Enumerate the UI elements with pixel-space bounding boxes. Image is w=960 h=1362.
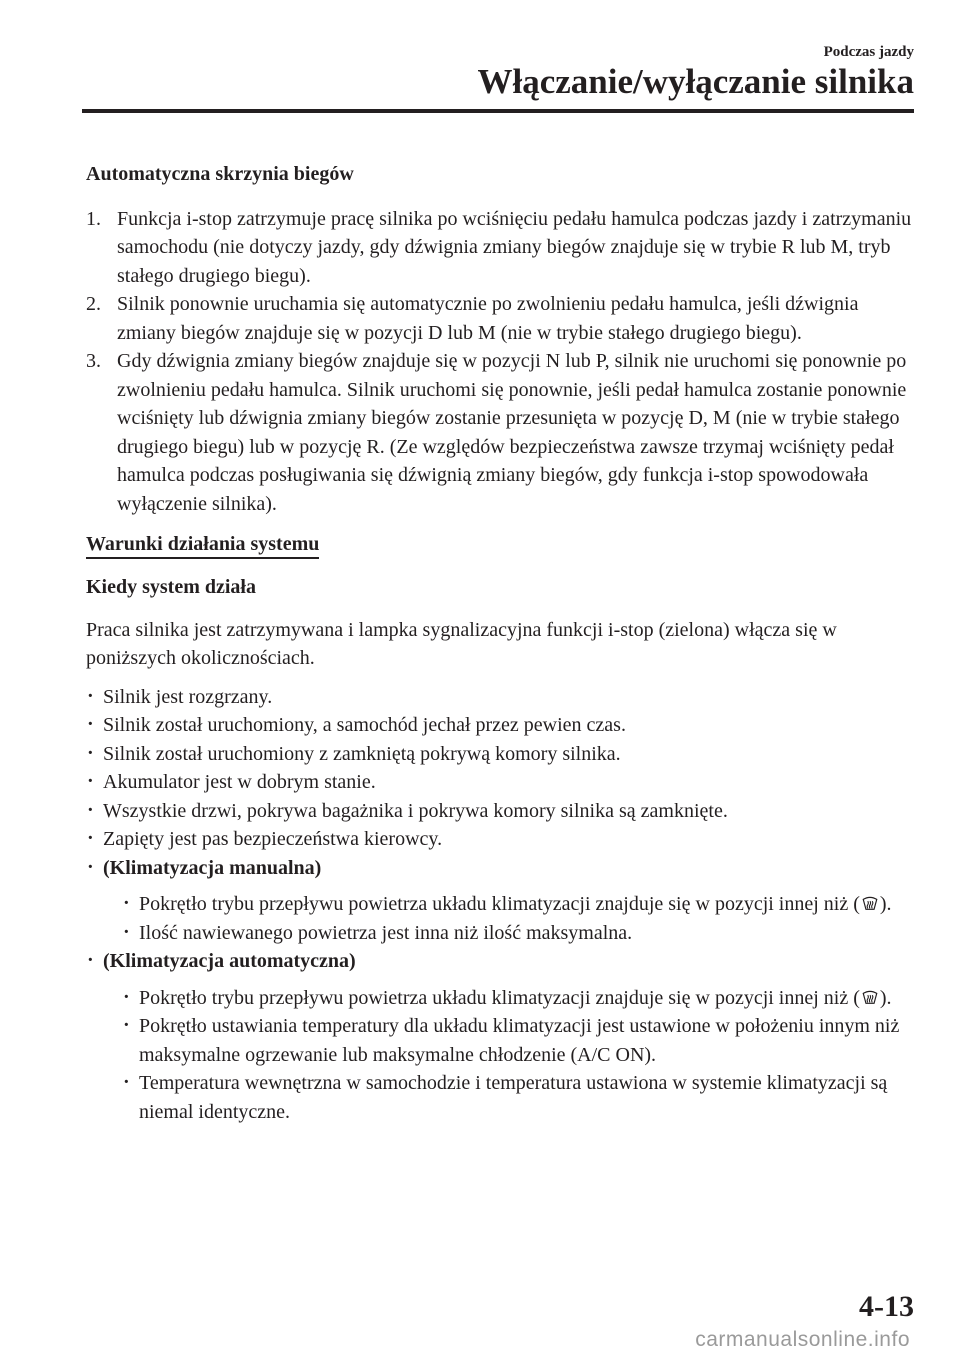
automatic-transmission-heading: Automatyczna skrzynia biegów <box>86 163 354 185</box>
automatic-ac-list <box>103 984 921 1127</box>
step-text: Funkcja i-stop zatrzymuje pracę silnika po wciśnięciu pedału hamulca podczas jazdy i zatrzymaniu samochodu (nie dotyczy jazdy, gdy dźwignia zmiany biegów znajduje się w trybie R lub M, tryb stałego drugiego biegu). <box>117 207 912 287</box>
page-title: Włączanie/wyłączanie silnika <box>477 62 914 101</box>
windshield-defroster-icon <box>861 988 879 1006</box>
list-item: · Pokrętło ustawiania temperatury dla układu klimatyzacji jest ustawione w położeniu innym niż maksymalne ogrzewanie lub maksymalne chłodzenie (A/C ON). <box>122 1012 921 1069</box>
list-item <box>122 890 921 919</box>
section-label: Podczas jazdy <box>823 44 914 60</box>
conditions-intro: Praca silnika jest zatrzymywana i lampka sygnalizacyjna funkcji i-stop (zielona) włącza się w poniższych okolicznościach. <box>86 618 837 669</box>
when-system-works-heading: Kiedy system działa <box>86 576 256 598</box>
step-item <box>86 290 921 347</box>
watermark: carmanualsonline.info <box>695 1328 910 1351</box>
steps-list <box>86 205 921 519</box>
list-item: · Silnik jest rozgrzany. <box>86 683 921 712</box>
conditions-heading: Warunki działania systemu <box>86 532 319 559</box>
automatic-ac-label: (Klimatyzacja automatyczna) <box>103 950 356 972</box>
page-number: 4-13 <box>859 1290 914 1323</box>
automatic-ac-text: Pokrętło trybu przepływu powietrza układu klimatyzacji znajduje się w pozycji innej niż ( <box>139 986 860 1009</box>
windshield-defroster-icon <box>861 894 879 912</box>
automatic-ac-text-end: ). <box>879 986 892 1009</box>
conditions-list <box>86 683 921 1127</box>
step-number: 2. <box>86 293 101 315</box>
list-item: · Akumulator jest w dobrym stanie. <box>86 768 921 797</box>
list-item: · Zapięty jest pas bezpieczeństwa kierowcy. <box>86 825 921 854</box>
manual-ac-text-end: ). <box>879 893 892 915</box>
manual-ac-label: (Klimatyzacja manualna) <box>103 856 322 879</box>
step-text: Gdy dźwignia zmiany biegów znajduje się w pozycji N lub P, silnik nie uruchomi się ponownie po zwolnieniu pedału hamulca. Silnik uruchomi się ponownie, jeśli pedał hamulca zostanie ponownie wciśnięty lub dźwignia zmiany biegów zostanie przesunięta w pozycję D, M (nie w trybie stałego drugiego biegu) lub w pozycję R. (Ze względów bezpieczeństwa zawsze trzymaj wciśnięty pedał hamulca podczas posługiwania się dźwignią zmiany biegów, gdy funkcja i-stop spowodowała wyłączenie silnika). <box>117 350 907 515</box>
manual-ac-list <box>103 890 921 947</box>
step-number: 1. <box>86 207 101 230</box>
step-text: Silnik ponownie uruchamia się automatycznie po zwolnieniu pedału hamulca, jeśli dźwignia zmiany biegów znajduje się w pozycji D lub M (nie w trybie stałego drugiego biegu). <box>117 293 859 344</box>
manual-ac-text: Pokrętło trybu przepływu powietrza układu klimatyzacji znajduje się w pozycji innej niż ( <box>139 893 860 915</box>
header-rule <box>82 109 914 113</box>
list-item: · Ilość nawiewanego powietrza jest inna niż ilość maksymalna. <box>122 919 921 948</box>
list-item: · Temperatura wewnętrzna w samochodzie i temperatura ustawiona w systemie klimatyzacji są niemal identyczne. <box>122 1069 921 1126</box>
step-item <box>86 205 921 291</box>
main-content <box>86 160 921 1126</box>
step-item <box>86 347 921 518</box>
step-number: 3. <box>86 350 101 372</box>
list-item: · Silnik został uruchomiony, a samochód jechał przez pewien czas. <box>86 711 921 740</box>
list-item: · Silnik został uruchomiony z zamkniętą pokrywą komory silnika. <box>86 740 921 769</box>
list-item <box>122 984 921 1013</box>
manual-ac-item <box>86 854 921 948</box>
list-item: · Wszystkie drzwi, pokrywa bagażnika i pokrywa komory silnika są zamknięte. <box>86 797 921 826</box>
automatic-ac-item <box>86 947 921 1126</box>
